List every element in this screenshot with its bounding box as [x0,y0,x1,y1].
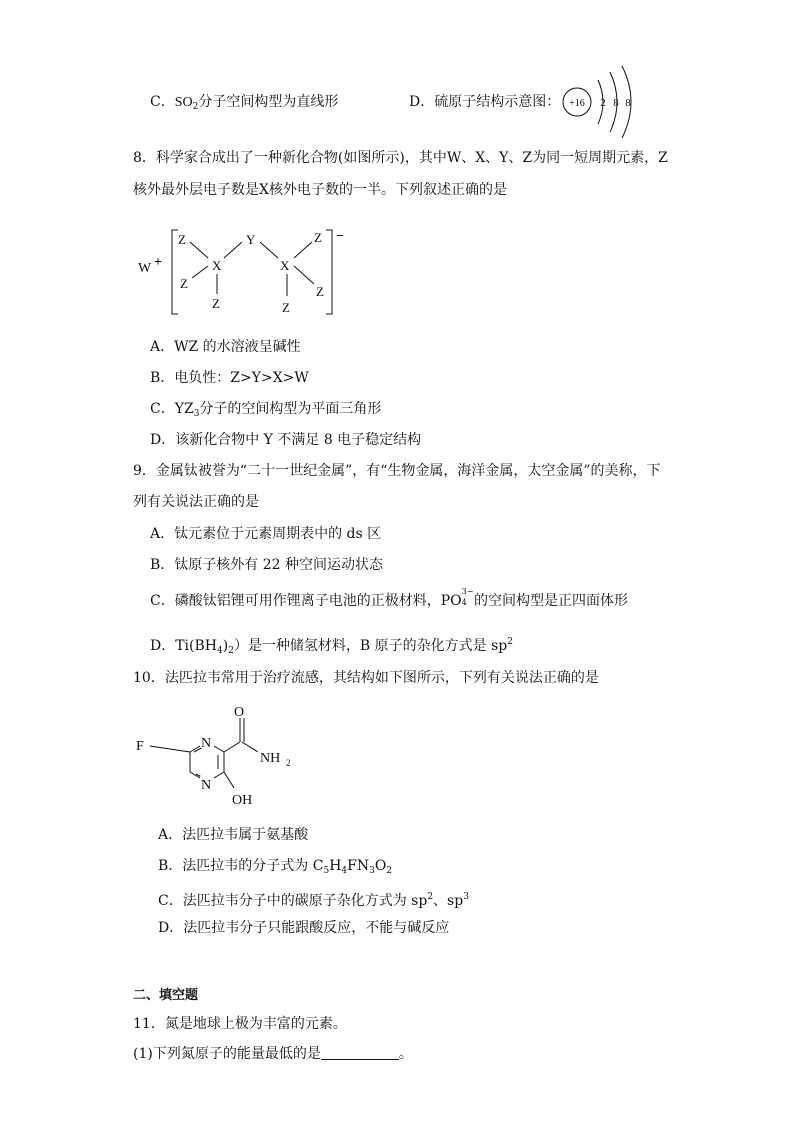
q9-option-d-formula: D．Ti(BH [150,638,217,654]
q11-stem: 11．氮是地球上极为丰富的元素。 [133,1016,347,1032]
q10-b-fn: FN [347,858,370,874]
q7-option-d [409,92,560,112]
q8-stem-line2: 核外最外层电子数是X核外电子数的一半。下列叙述正确的是 [133,182,507,198]
q8-option-c-text: 分子的空间构型为平面三角形 [199,401,382,417]
q9-stem-line2: 列有关说法正确的是 [133,494,259,510]
q10-b-sub-o: 2 [386,866,393,876]
q9-option-d-sup: 2 [507,637,514,647]
right-bracket [326,230,332,314]
q11-part1-text: (1)下列氮原子的能量最低的是 [133,1046,321,1062]
q10-b-h: H [329,858,342,874]
atom-z-2: Z [180,276,188,291]
q10-option-b-text: B．法匹拉韦的分子式为 C [158,858,324,874]
shell-1-count: 2 [600,97,606,109]
q10-option-d: D．法匹拉韦分子只能跟酸反应，不能与碱反应 [158,920,450,936]
answer-blank[interactable] [321,1045,399,1060]
q10-stem: 10．法匹拉韦常用于治疗流感，其结构如下图所示，下列有关说法正确的是 [133,670,599,686]
q10-option-c [158,887,469,911]
atom-z-4: Z [314,230,322,245]
cation-charge: + [154,255,162,270]
bond-x1-y [224,242,242,258]
atom-oh: OH [232,793,253,808]
shell-2-count: 8 [613,97,619,109]
q8-option-a: A．WZ 的水溶液呈碱性 [150,339,301,355]
bond-x2-z5 [294,266,314,284]
q9-option-c-text: C．磷酸钛铝锂可用作锂离子电池的正极材料，PO [150,593,462,609]
q10-c-mid: 、sp [433,893,464,909]
q9-phosphate-sup: 3− [461,587,474,596]
atom-n-1: N [201,736,212,751]
atom-o: O [234,705,245,720]
q9-option-d-sub2: 2 [228,646,234,656]
q7-option-d-text: D．硫原子结构示意图： [409,94,561,110]
atom-y: Y [246,232,256,247]
q9-option-c [150,587,629,611]
q9-option-a: A．钛元素位于元素周期表中的 ds 区 [150,526,382,542]
q10-b-sub-c: 5 [323,866,330,876]
q7-option-c-formula: SO [174,95,193,110]
q7-option-c-text: 分子空间构型为直线形 [198,94,339,110]
q7-option-c-subscript: 2 [192,102,199,112]
bond-x2-z4 [294,242,312,258]
q8-option-c [150,399,381,424]
q9-option-c-rest: 的空间构型是正四面体形 [469,593,629,609]
q9-phosphate-charge [461,587,474,607]
atom-z-3: Z [212,296,220,311]
q9-option-d-paren: ) [222,638,229,654]
q9-stem-line1: 9．金属钛被誉为“二十一世纪金属”，有“生物金属，海洋金属，太空金属”的美称，下 [133,463,661,479]
bond-y-x2 [260,242,278,258]
section-heading: 二、填空题 [133,988,199,1003]
q9-option-d [150,632,513,661]
q9-option-d-text: ）是一种储氢材料，B 原子的杂化方式是 sp [233,638,508,654]
q9-phosphate-sub: 4 [461,598,467,607]
q10-c-sup2: 3 [463,892,469,902]
bond-c-n [242,742,258,752]
atom-x-1: X [212,258,222,273]
atom-n-2: N [201,778,212,793]
q10-b-sub-n: 3 [369,866,375,876]
shell-3-count: 8 [625,97,631,109]
bond-c-f [150,746,190,752]
atom-x-2: X [280,258,290,273]
bond-z1-x1 [190,242,208,258]
q8-stem-line1: 8．科学家合成出了一种新化合物(如图所示)，其中W、X、Y、Z为同一短周期元素，Z [133,150,668,166]
atom-z-1: Z [178,232,186,247]
sulfur-atom-diagram [556,64,642,142]
bond-z2-x1 [192,266,208,278]
q11-part1-end: 。 [398,1046,413,1062]
favipiravir-structure [130,702,310,812]
nucleus-charge: +16 [569,98,585,109]
q11-part1 [133,1044,413,1064]
q9-option-d-sub1: 4 [217,646,223,656]
anion-charge: − [336,229,344,244]
atom-z-6: Z [282,300,290,315]
q9-option-b: B．钛原子核外有 22 种空间运动状态 [150,557,384,573]
q10-option-a: A．法匹拉韦属于氨基酸 [158,827,309,843]
atom-nh: NH [260,751,281,766]
q8-option-c-subscript: 3 [193,409,200,419]
bond-c-oh [224,772,234,788]
q10-b-sub-h: 4 [341,866,348,876]
q8-option-b: B．电负性：Z>Y>X>W [150,370,309,386]
q7-option-c-label: C． [150,94,175,110]
bond-ring-carbonyl [224,742,240,752]
atom-z-5: Z [316,284,324,299]
q10-c-sup1: 2 [427,892,434,902]
q10-b-o: O [374,858,387,874]
q10-option-b [158,856,392,881]
q8-option-d: D．该新化合物中 Y 不满足 8 电子稳定结构 [150,432,422,448]
nh-subscript: 2 [286,758,291,768]
q8-structure-diagram [130,224,360,320]
q10-option-c-text: C．法匹拉韦分子中的碳原子杂化方式为 sp [158,893,428,909]
atom-f: F [136,739,144,754]
q8-option-c-formula: C．YZ [150,401,194,417]
q7-option-c [150,92,338,117]
atom-w: W [138,261,152,276]
